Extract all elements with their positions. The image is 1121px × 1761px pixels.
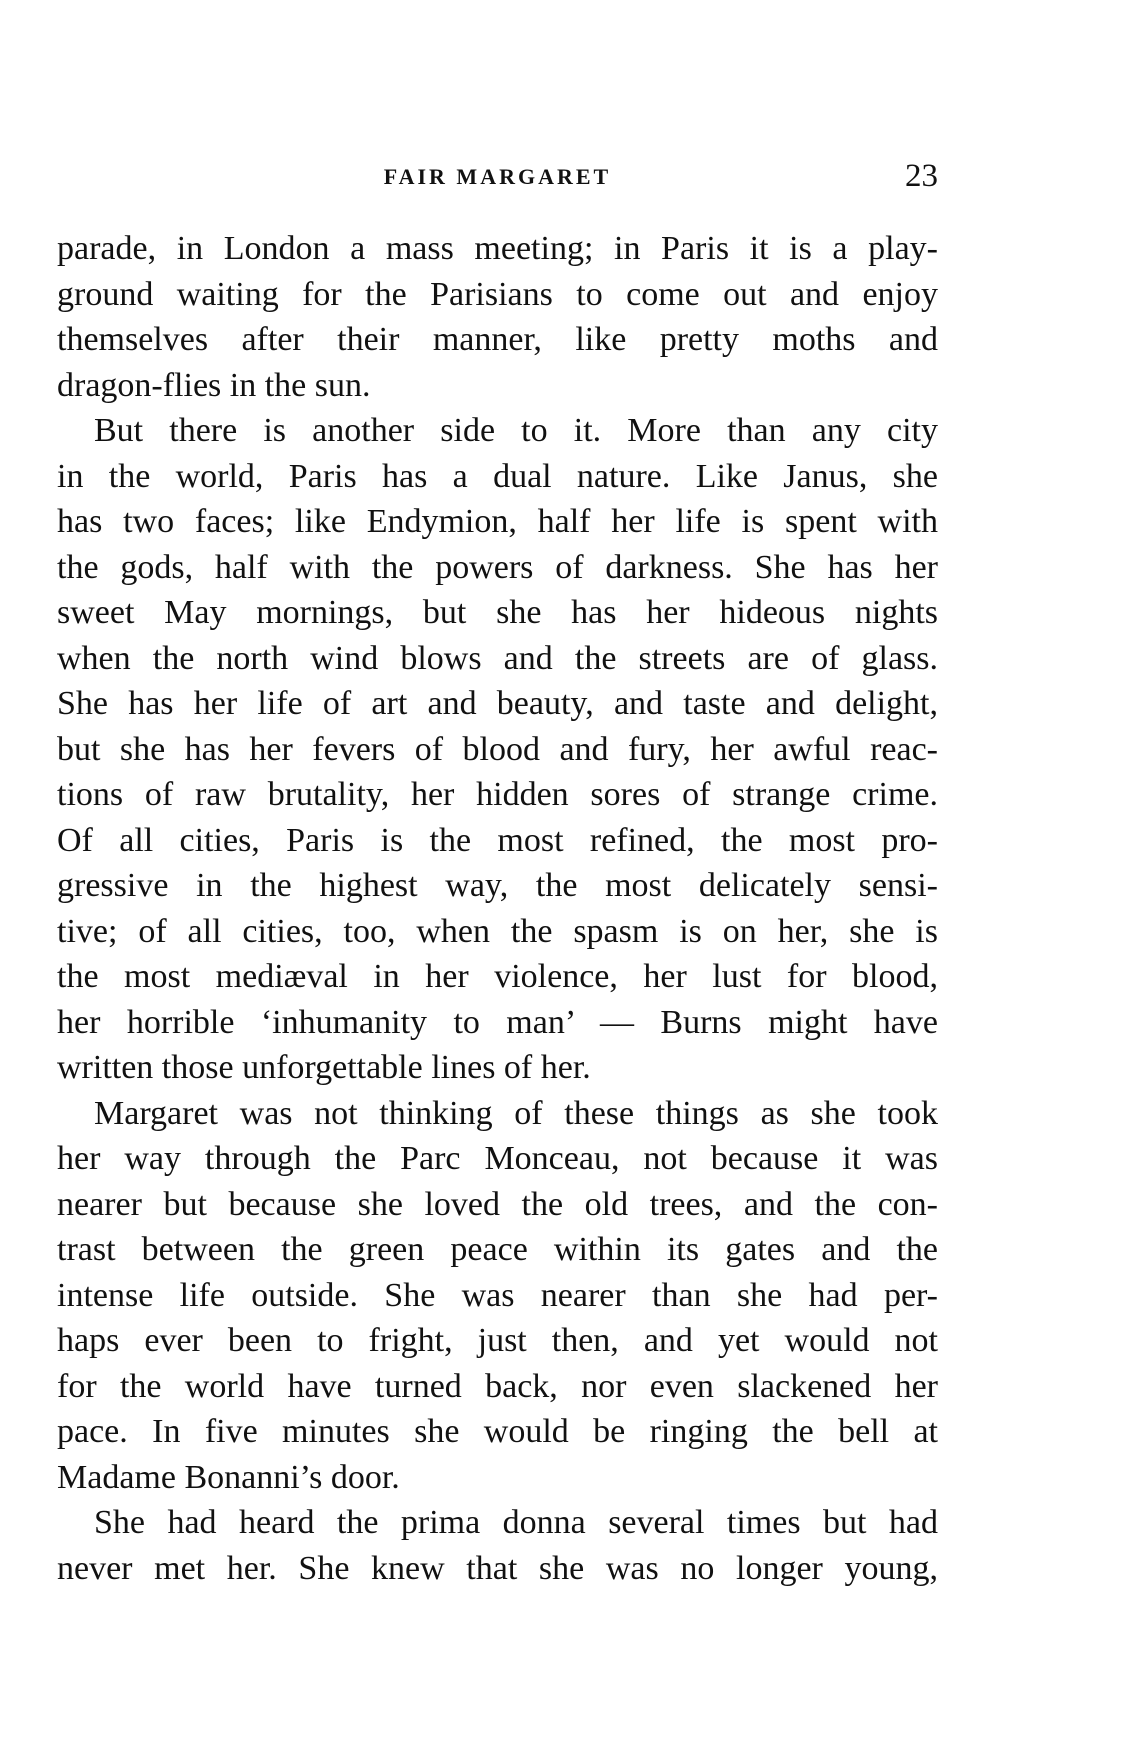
text-line: But there is another side to it. More than any city (94, 412, 938, 449)
text-line: the gods, half with the powers of darkness. She has her (57, 548, 938, 586)
text-line: She had heard the prima donna several times but had (94, 1504, 938, 1541)
text-line: parade, in London a mass meeting; in Paris it is a play- (57, 230, 938, 267)
text-line: when the north wind blows and the streets are of glass. (57, 639, 938, 677)
text-line: for the world have turned back, nor even slackened her (57, 1367, 938, 1405)
body-text (57, 226, 938, 1591)
text-line: trast between the green peace within its gates and the (57, 1231, 938, 1268)
text-line: Of all cities, Paris is the most refined, the most pro- (57, 821, 938, 859)
text-line: intense life outside. She was nearer than she had per- (57, 1276, 938, 1314)
text-line: in the world, Paris has a dual nature. Like Janus, she (57, 457, 938, 495)
text-line: tions of raw brutality, her hidden sores of strange crime. (57, 776, 938, 813)
text-line: She has her life of art and beauty, and taste and delight, (57, 685, 938, 722)
running-header (57, 158, 938, 198)
page-number: 23 (905, 158, 938, 194)
text-line: dragon-flies in the sun. (57, 366, 371, 404)
text-line: the most mediæval in her violence, her lust for blood, (57, 958, 938, 995)
text-line: her way through the Parc Monceau, not because it was (57, 1140, 938, 1177)
text-line: nearer but because she loved the old trees, and the con- (57, 1185, 938, 1223)
text-line: but she has her fevers of blood and fury, her awful reac- (57, 730, 938, 768)
text-line: themselves after their manner, like pretty moths and (57, 321, 938, 358)
text-line: pace. In five minutes she would be ringing the bell at (57, 1413, 938, 1450)
text-line: has two faces; like Endymion, half her life is spent with (57, 503, 938, 540)
text-line: Madame Bonanni’s door. (57, 1458, 400, 1496)
text-line: never met her. She knew that she was no longer young, (57, 1549, 938, 1587)
text-line: written those unforgettable lines of her. (57, 1049, 591, 1086)
text-line: Margaret was not thinking of these things as she took (94, 1094, 938, 1132)
text-line: haps ever been to fright, just then, and yet would not (57, 1322, 938, 1359)
text-line: gressive in the highest way, the most delicately sensi- (57, 867, 938, 904)
text-line: tive; of all cities, too, when the spasm is on her, she is (57, 912, 938, 950)
text-line: ground waiting for the Parisians to come out and enjoy (57, 275, 938, 313)
text-line: her horrible ‘inhumanity to man’ — Burns might have (57, 1003, 938, 1041)
running-title: FAIR MARGARET (383, 164, 612, 189)
text-line: sweet May mornings, but she has her hideous nights (57, 594, 938, 631)
